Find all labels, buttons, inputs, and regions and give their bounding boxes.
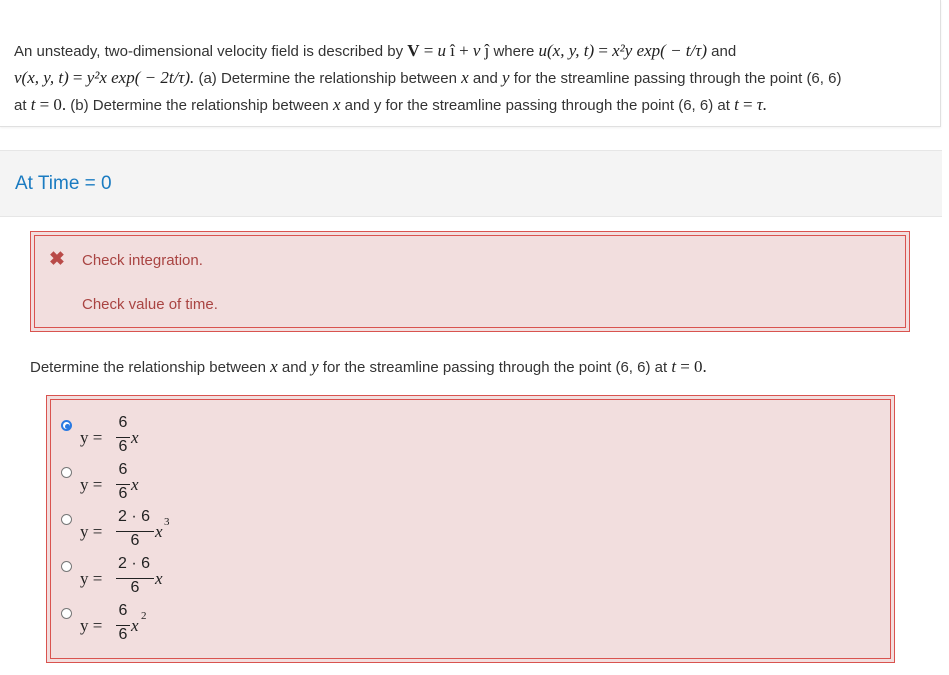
prompt-text: Determine the relationship between — [30, 359, 266, 376]
radio-button[interactable] — [61, 514, 72, 525]
answer-option[interactable] — [47, 416, 347, 462]
and-word: and — [472, 70, 498, 87]
section-header — [0, 150, 942, 217]
u-expression: x²y exp( − t/τ) — [612, 41, 707, 60]
answer-options — [46, 395, 895, 663]
option-variable: x — [155, 522, 163, 541]
question-text — [14, 38, 929, 119]
option-variable: x — [131, 616, 139, 635]
option-lhs: y = — [80, 522, 103, 541]
time-value: 0. — [694, 357, 707, 376]
part-b-rest: and y for the streamline passing through the point (6, 6) at — [344, 97, 730, 114]
fraction-numerator: 2 · 6 — [117, 555, 150, 572]
x-var: x — [461, 68, 469, 87]
x-var: x — [332, 95, 341, 114]
part-a-text: (a) Determine the relationship between — [198, 70, 457, 87]
t-var: t — [30, 95, 36, 114]
option-lhs: y = — [80, 616, 103, 635]
part-b-text: (b) Determine the relationship between — [70, 97, 329, 114]
at-word: at — [14, 97, 27, 114]
option-exponent: 3 — [164, 516, 170, 528]
answer-option[interactable] — [47, 557, 347, 603]
fraction-denominator: 6 — [118, 626, 128, 643]
u-definition: u(x, y, t) — [538, 41, 595, 60]
question-line-3 — [14, 92, 929, 119]
v-expression: y²x exp( − 2t/τ). — [86, 68, 195, 87]
x-var: x — [270, 357, 278, 376]
radio-button[interactable] — [61, 420, 72, 431]
tau-value: τ. — [756, 95, 768, 114]
feedback-message: Check integration. — [82, 252, 203, 269]
where-word: where — [493, 43, 535, 60]
v-definition: v(x, y, t) — [14, 68, 69, 87]
question-intro: An unsteady, two-dimensional velocity field is described by — [14, 43, 404, 60]
option-lhs: y = — [80, 475, 103, 494]
part-a-rest: for the streamline passing through the point (6, 6) — [513, 70, 842, 87]
question-line-2 — [14, 65, 929, 92]
y-var: y — [311, 357, 319, 376]
i-hat: î — [450, 41, 455, 60]
option-lhs: y = — [80, 569, 103, 588]
option-variable: x — [131, 475, 139, 494]
equals-sign: = — [39, 95, 50, 114]
and-word: and — [281, 359, 307, 376]
fraction-numerator: 6 — [118, 602, 128, 619]
u-symbol: u — [437, 41, 446, 60]
answer-option[interactable] — [47, 510, 347, 556]
question-line-1 — [14, 38, 929, 65]
fraction-denominator: 6 — [130, 532, 140, 549]
j-hat: ĵ — [484, 41, 490, 60]
plus-sign: + — [459, 41, 469, 60]
radio-button[interactable] — [61, 608, 72, 619]
fraction-numerator: 2 · 6 — [117, 508, 150, 525]
option-variable: x — [155, 569, 163, 588]
question-prompt — [30, 357, 707, 377]
y-var: y — [502, 68, 510, 87]
radio-button[interactable] — [61, 467, 72, 478]
option-variable: x — [131, 428, 139, 447]
velocity-symbol: V — [407, 41, 420, 60]
equals-sign: = — [72, 68, 83, 87]
zero-value: 0. — [53, 95, 67, 114]
fraction-denominator: 6 — [118, 438, 128, 455]
option-lhs: y = — [80, 428, 103, 447]
t-var: t — [671, 357, 677, 376]
error-icon: ✖ — [49, 249, 65, 270]
fraction-denominator: 6 — [118, 485, 128, 502]
equals-sign: = — [423, 41, 434, 60]
fraction-numerator: 6 — [118, 461, 128, 478]
feedback-box — [30, 231, 910, 332]
equals-sign: = — [680, 357, 690, 376]
and-word: and — [711, 43, 737, 60]
fraction-numerator: 6 — [118, 414, 128, 431]
feedback-message: Check value of time. — [82, 296, 218, 313]
answer-option[interactable] — [47, 463, 347, 509]
equals-sign: = — [598, 41, 608, 60]
fraction-denominator: 6 — [130, 579, 140, 596]
question-card — [0, 0, 941, 127]
answer-option[interactable] — [47, 604, 347, 650]
t-var: t — [734, 95, 739, 114]
v-symbol: v — [472, 41, 481, 60]
radio-button[interactable] — [61, 561, 72, 572]
section-title: At Time = 0 — [15, 173, 112, 194]
equals-sign: = — [742, 95, 753, 114]
prompt-rest: for the streamline passing through the point (6, 6) at — [322, 359, 668, 376]
option-exponent: 2 — [141, 610, 147, 622]
